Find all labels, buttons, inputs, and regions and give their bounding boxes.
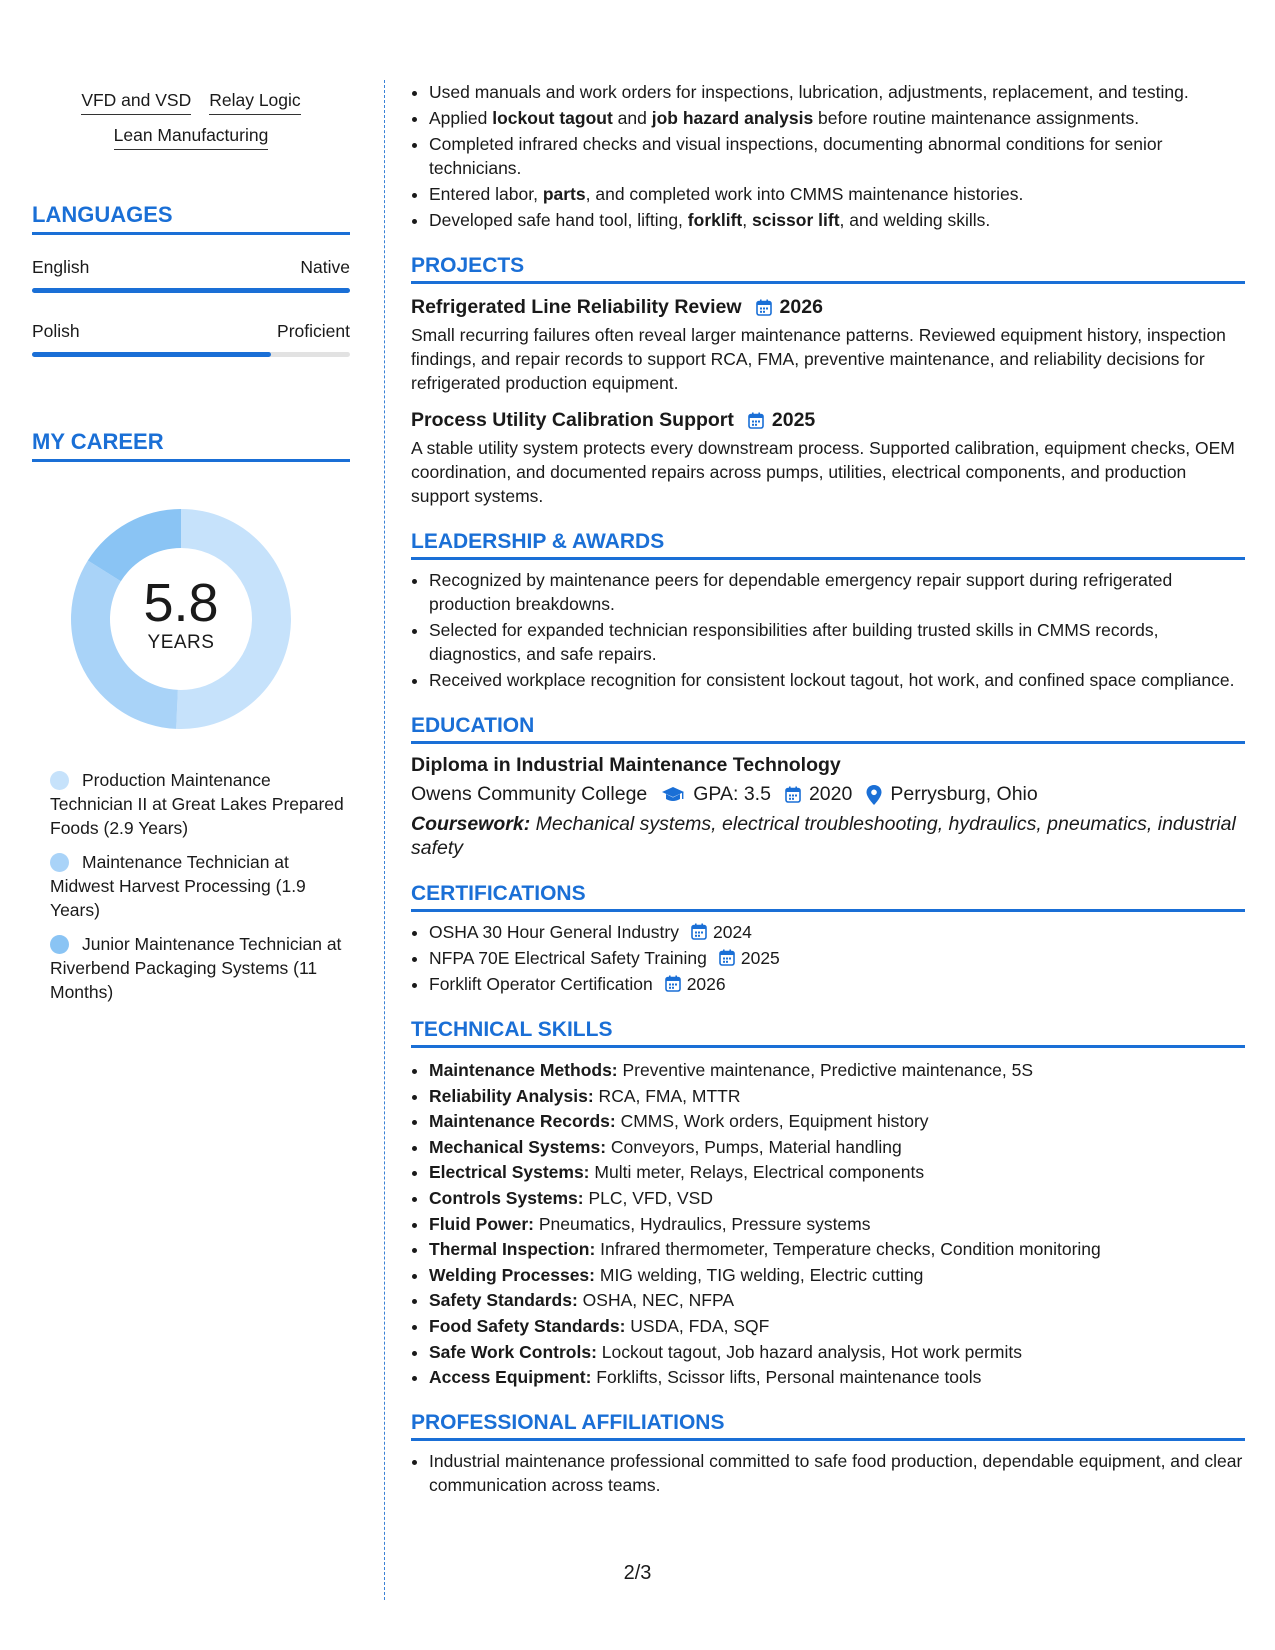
experience-bullet: • Completed infrared checks and visual inspections, documenting abnormal conditions for senior technicians. [429, 132, 1245, 180]
certification-year: 2026 [686, 974, 726, 994]
career-dot [50, 853, 69, 872]
experience-bullets [411, 80, 1245, 232]
career-total: 5.8 [143, 573, 219, 633]
skill-item: • Thermal Inspection: Infrared thermometer, Temperature checks, Condition monitoring [429, 1237, 1245, 1261]
list-item: • Industrial maintenance professional committed to safe food production, dependable equipment, and clear communication across teams. [429, 1449, 1245, 1497]
career-list [50, 768, 350, 1004]
affiliations-heading: PROFESSIONAL AFFILIATIONS [411, 1411, 1245, 1441]
school-name: Owens Community College [411, 783, 648, 805]
project-item [411, 409, 1245, 508]
skill-item: • Welding Processes: MIG welding, TIG welding, Electric cutting [429, 1263, 1245, 1287]
education-section [411, 714, 1245, 860]
language-bar [32, 352, 350, 357]
skill-tag: Relay Logic [209, 90, 300, 115]
project-year: 2025 [771, 409, 816, 431]
education-heading: EDUCATION [411, 714, 1245, 744]
certifications-heading: CERTIFICATIONS [411, 882, 1245, 912]
right-column [411, 80, 1245, 1499]
experience-bullet: • Applied lockout tagout and job hazard analysis before routine maintenance assignments. [429, 106, 1245, 130]
certification-list [411, 920, 1245, 996]
career-dot [50, 771, 69, 790]
experience-bullet: • Developed safe hand tool, lifting, forklift, scissor lift, and welding skills. [429, 208, 1245, 232]
language-item [32, 257, 350, 293]
experience-bullet: • Used manuals and work orders for inspections, lubrication, adjustments, replacement, and testing. [429, 80, 1245, 104]
calendar-icon [785, 786, 801, 803]
skill-item: • Reliability Analysis: RCA, FMA, MTTR [429, 1084, 1245, 1108]
technical-skills-list [411, 1058, 1245, 1389]
technical-skills-section [411, 1018, 1245, 1389]
career-item-text: Production Maintenance Technician II at Great Lakes Prepared Foods (2.9 Years) [50, 770, 344, 838]
skill-item: • Fluid Power: Pneumatics, Hydraulics, Pressure systems [429, 1212, 1245, 1236]
projects-section [411, 254, 1245, 508]
graduation-year: 2020 [808, 783, 853, 805]
technical-skills-heading: TECHNICAL SKILLS [411, 1018, 1245, 1048]
language-bar-fill [32, 288, 350, 293]
degree-title: Diploma in Industrial Maintenance Technology [411, 754, 841, 776]
experience-bullet: • Entered labor, parts, and completed work into CMMS maintenance histories. [429, 182, 1245, 206]
skill-item: • Maintenance Records: CMMS, Work orders, Equipment history [429, 1109, 1245, 1133]
list-item: • Received workplace recognition for consistent lockout tagout, hot work, and confined space compliance. [429, 668, 1245, 692]
certifications-section [411, 882, 1245, 996]
location-pin-icon [866, 785, 882, 805]
skill-item: • Maintenance Methods: Preventive maintenance, Predictive maintenance, 5S [429, 1058, 1245, 1082]
career-item [50, 850, 350, 922]
career-item-text: Junior Maintenance Technician at Riverbend Packaging Systems (11 Months) [50, 934, 342, 1002]
certification-year: 2024 [712, 922, 752, 942]
calendar-icon [719, 949, 735, 966]
certification-name: OSHA 30 Hour General Industry [429, 922, 679, 942]
leadership-heading: LEADERSHIP & AWARDS [411, 530, 1245, 560]
certification-year: 2025 [740, 948, 780, 968]
languages-section [32, 202, 350, 357]
certification-item [429, 972, 1245, 996]
skill-tag: VFD and VSD [81, 90, 191, 115]
career-heading: MY CAREER [32, 429, 350, 462]
language-level: Proficient [277, 321, 350, 341]
project-title: Refrigerated Line Reliability Review [411, 296, 742, 318]
certification-name: NFPA 70E Electrical Safety Training [429, 948, 707, 968]
language-bar [32, 288, 350, 293]
skill-item: • Mechanical Systems: Conveyors, Pumps, Material handling [429, 1135, 1245, 1159]
left-column [32, 80, 350, 1014]
language-name: Polish [32, 321, 80, 341]
career-item-text: Maintenance Technician at Midwest Harvest Processing (1.9 Years) [50, 852, 306, 920]
gpa: GPA: 3.5 [693, 783, 771, 805]
project-year: 2026 [779, 296, 823, 318]
page-number: 2/3 [623, 1562, 652, 1584]
affiliations-section [411, 1411, 1245, 1497]
language-name: English [32, 257, 90, 277]
language-bar-fill [32, 352, 271, 357]
career-item [50, 768, 350, 840]
list-item: • Selected for expanded technician responsibilities after building trusted skills in CMMS records, diagnostics, and safe repairs. [429, 618, 1245, 666]
project-description: A stable utility system protects every downstream process. Supported calibration, equipment checks, OEM coordination, and documented repairs across pumps, utilities, electrical components, and production support systems. [411, 438, 1235, 506]
calendar-icon [756, 299, 772, 316]
skill-tag: Lean Manufacturing [114, 125, 269, 150]
leadership-section [411, 530, 1245, 692]
list-item: • Recognized by maintenance peers for dependable emergency repair support during refrigerated production breakdowns. [429, 568, 1245, 616]
skill-item: • Access Equipment: Forklifts, Scissor lifts, Personal maintenance tools [429, 1365, 1245, 1389]
skill-item: • Safe Work Controls: Lockout tagout, Job hazard analysis, Hot work permits [429, 1340, 1245, 1364]
skill-tags [32, 80, 350, 150]
certification-name: Forklift Operator Certification [429, 974, 653, 994]
education-meta [411, 783, 1245, 806]
language-level: Native [300, 257, 350, 277]
language-item [32, 321, 350, 357]
certification-item [429, 920, 1245, 944]
languages-heading: LANGUAGES [32, 202, 350, 235]
skill-item: • Safety Standards: OSHA, NEC, NFPA [429, 1288, 1245, 1312]
coursework-text: Mechanical systems, electrical troubleshooting, hydraulics, pneumatics, industrial safety [411, 813, 1236, 859]
career-dot [50, 935, 69, 954]
project-item [411, 296, 1245, 395]
graduation-cap-icon [661, 786, 685, 804]
career-section [32, 429, 350, 1004]
certification-item [429, 946, 1245, 970]
skill-item: • Electrical Systems: Multi meter, Relays, Electrical components [429, 1160, 1245, 1184]
career-item [50, 932, 350, 1004]
coursework-label: Coursework: [411, 813, 531, 835]
calendar-icon [691, 923, 707, 940]
calendar-icon [748, 412, 764, 429]
coursework [411, 812, 1245, 860]
calendar-icon [665, 975, 681, 992]
location: Perrysburg, Ohio [890, 783, 1038, 805]
career-donut [66, 504, 296, 734]
skill-item: • Food Safety Standards: USDA, FDA, SQF [429, 1314, 1245, 1338]
skill-item: • Controls Systems: PLC, VFD, VSD [429, 1186, 1245, 1210]
project-title: Process Utility Calibration Support [411, 409, 734, 431]
projects-heading: PROJECTS [411, 254, 1245, 284]
column-divider [384, 80, 385, 1600]
project-description: Small recurring failures often reveal larger maintenance patterns. Reviewed equipment history, inspection findings, and repair records to support RCA, FMA, preventive maintenance, and reliability decisions for refrigerated production equipment. [411, 325, 1226, 393]
career-unit: YEARS [147, 632, 215, 653]
